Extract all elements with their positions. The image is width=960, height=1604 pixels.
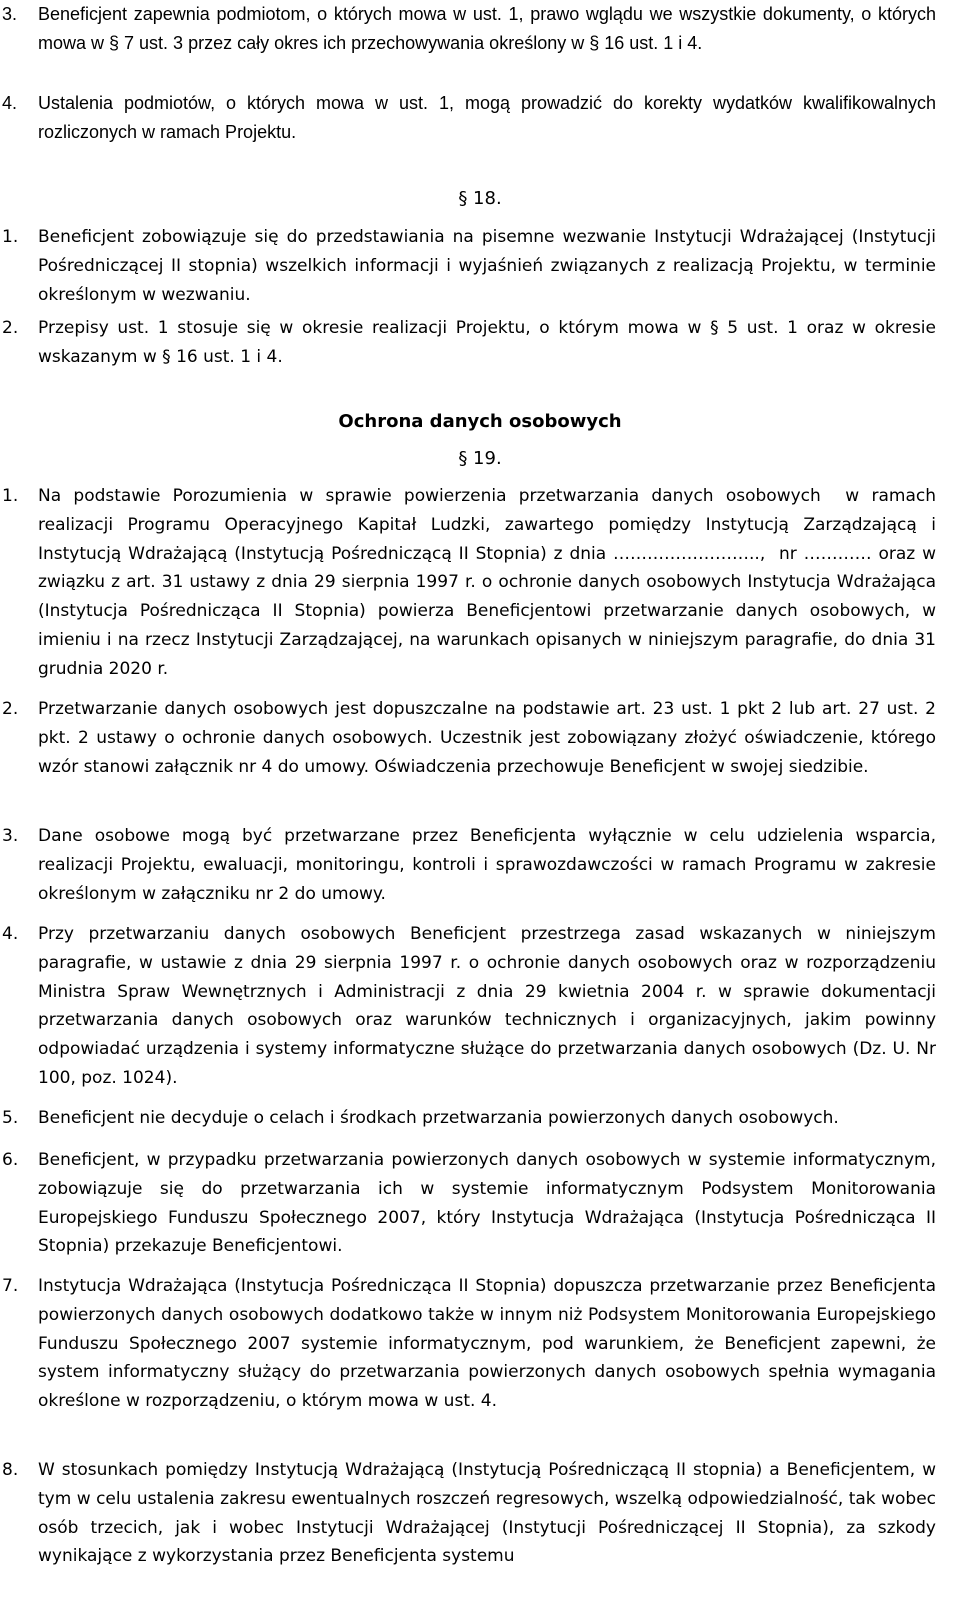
item-text: Na podstawie Porozumienia w sprawie powierzenia przetwarzania danych osobowych w ramach realizacji Programu Operacyjnego Kapitał Ludzki, zawartego pomiędzy Instytucją Zarządzającą i Instytucją Wdrażającą (Instytucją Pośredniczącą II Stopnia) z dnia …………………….., nr ………… oraz w związku z art. 31 ustawy z dnia 29 sierpnia 1997 r. o ochronie danych osobowych Instytucja Wdrażająca (Instytucja Pośrednicząca II Stopnia) powierza Beneficjentowi przetwarzanie danych osobowych, w imieniu i na rzecz Instytucji Zarządzającej, na warunkach opisanych w niniejszym paragrafie, do dnia 31 grudnia 2020 r.	[38, 486, 942, 679]
item-number: 4.	[2, 924, 19, 944]
item-text: Dane osobowe mogą być przetwarzane przez Beneficjenta wyłącznie w celu udzielenia wsparcia, realizacji Projektu, ewaluacji, monitoringu, kontroli i sprawozdawczości w ramach Programu w zakresie określonym w załączniku nr 2 do umowy.	[38, 826, 942, 904]
item-text: Instytucja Wdrażająca (Instytucja Pośrednicząca II Stopnia) dopuszcza przetwarzanie przez Beneficjenta powierzonych danych osobowych dodatkowo także w innym niż Podsystem Monitorowania Europejskiego Funduszu Społecznego 2007 systemie informatycznym, pod warunkiem, że Beneficjent zapewni, że system informatyczny służący do przetwarzania powierzonych danych osobowych spełnia wymagania określone w rozporządzeniu, o którym mowa w ust. 4.	[38, 1276, 942, 1412]
item-text: W stosunkach pomiędzy Instytucją Wdrażającą (Instytucją Pośredniczącą II stopnia) a Beneficjentem, w tym w celu ustalenia zakresu ewentualnych roszczeń regresowych, wszelką odpowiedzialność, tak wobec osób trzecich, jak i wobec Instytucji Wdrażającej (Instytucji Pośredniczącej II Stopnia), za szkody wynikające z wykorzystania przez Beneficjenta systemu	[38, 1460, 942, 1567]
item-number: 3.	[2, 826, 19, 846]
item-text: Przepisy ust. 1 stosuje się w okresie realizacji Projektu, o którym mowa w § 5 ust. 1 oraz w okresie wskazanym w § 16 ust. 1 i 4.	[38, 318, 942, 367]
item-number: 5.	[2, 1108, 19, 1128]
item-text: Beneficjent, w przypadku przetwarzania powierzonych danych osobowych w systemie informatycznym, zobowiązuje się do przetwarzania ich w systemie informatycznym Podsystem Monitorowania Europejskiego Funduszu Społecznego 2007, który Instytucja Wdrażająca (Instytucja Pośrednicząca II Stopnia) przekazuje Beneficjentowi.	[38, 1150, 942, 1257]
section-heading: Ochrona danych osobowych	[338, 411, 622, 432]
section-19-sign: § 19.	[458, 448, 502, 469]
item-number: 2.	[2, 318, 19, 338]
item-text: Ustalenia podmiotów, o których mowa w ust. 1, mogą prowadzić do korekty wydatków kwalifikowalnych rozliczonych w ramach Projektu.	[38, 93, 942, 142]
section-18-sign: § 18.	[458, 188, 502, 209]
item-text: Przetwarzanie danych osobowych jest dopuszczalne na podstawie art. 23 ust. 1 pkt 2 lub art. 27 ust. 2 pkt. 2 ustawy o ochronie danych osobowych. Uczestnik jest zobowiązany złożyć oświadczenie, którego wzór stanowi załącznik nr 4 do umowy. Oświadczenia przechowuje Beneficjent w swojej siedzibie.	[38, 699, 942, 777]
item-number: 6.	[2, 1150, 19, 1170]
item-text: Przy przetwarzaniu danych osobowych Beneficjent przestrzega zasad wskazanych w niniejszym paragrafie, w ustawie z dnia 29 sierpnia 1997 r. o ochronie danych osobowych oraz w rozporządzeniu Ministra Spraw Wewnętrznych i Administracji z dnia 29 kwietnia 2004 r. w sprawie dokumentacji przetwarzania danych osobowych oraz warunków technicznych i organizacyjnych, jakim powinny odpowiadać urządzenia i systemy informatyczne służące do przetwarzania danych osobowych (Dz. U. Nr 100, poz. 1024).	[38, 924, 942, 1088]
item-number: 1.	[2, 486, 19, 506]
item-number: 1.	[2, 227, 19, 247]
item-number: 4.	[2, 93, 18, 113]
item-text: Beneficjent zapewnia podmiotom, o których mowa w ust. 1, prawo wglądu we wszystkie dokumenty, o których mowa w § 7 ust. 3 przez cały okres ich przechowywania określony w § 16 ust. 1 i 4.	[38, 4, 942, 53]
item-number: 7.	[2, 1276, 19, 1296]
item-number: 8.	[2, 1460, 19, 1480]
item-text: Beneficjent zobowiązuje się do przedstawiania na pisemne wezwanie Instytucji Wdrażającej (Instytucji Pośredniczącej II stopnia) wszelkich informacji i wyjaśnień związanych z realizacją Projektu, w terminie określonym w wezwaniu.	[38, 227, 942, 305]
item-number: 3.	[2, 4, 18, 24]
item-number: 2.	[2, 699, 19, 719]
item-text: Beneficjent nie decyduje o celach i środkach przetwarzania powierzonych danych osobowych.	[38, 1108, 839, 1128]
